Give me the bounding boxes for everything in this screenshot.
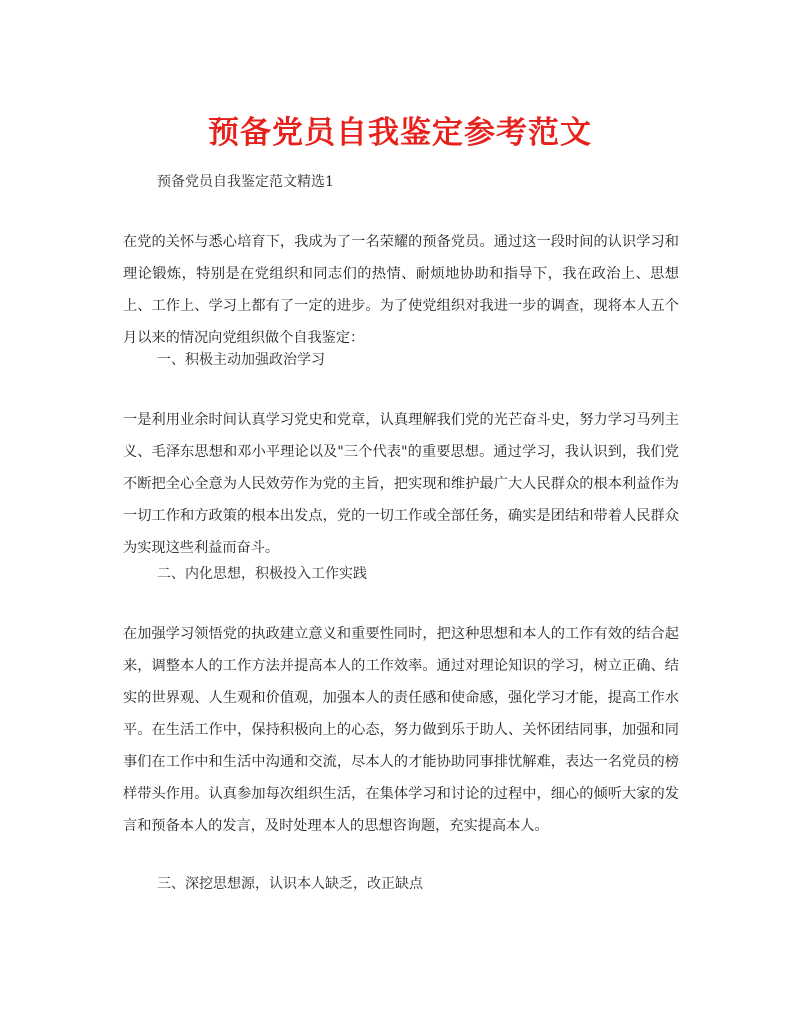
paragraph-section-1: 一是利用业余时间认真学习党史和党章，认真理解我们党的光芒奋斗史，努力学习马列主义、毛泽东思想和邓小平理论以及"三个代表"的重要思想。通过学习，我认识到，我们党不断把全心全意为人民效劳作为党的主旨，把实现和维护最广大人民群众的根本利益作为一切工作和方政策的根本出发点，党的一切工作或全部任务，确实是团结和带着人民群众为实现这些利益而奋斗。	[123, 412, 679, 556]
paragraph-section-2: 在加强学习领悟党的执政建立意义和重要性同时，把这种思想和本人的工作有效的结合起来，调整本人的工作方法并提高本人的工作效率。通过对理论知识的学习，树立正确、结实的世界观、人生观和价值观，加强本人的责任感和使命感，强化学习才能，提高工作水平。在生活工作中，保持积极向上的心态，努力做到乐于助人、关怀团结同事，加强和同事们在工作中和生活中沟通和交流，尽本人的才能协助同事排忧解难，表达一名党员的榜样带头作用。认真参加每次组织生活，在集体学习和讨论的过程中，细心的倾听大家的发言和预备本人的发言，及时处理本人的思想咨询题，充实提高本人。	[123, 626, 679, 834]
document-subtitle: 预备党员自我鉴定范文精选1	[157, 174, 334, 190]
section-heading-2: 二、内化思想，积极投入工作实践	[157, 566, 367, 582]
section-heading-1: 一、积极主动加强政治学习	[157, 352, 325, 368]
paragraph-intro: 在党的关怀与悉心培育下，我成为了一名荣耀的预备党员。通过这一段时间的认识学习和理论锻炼，特别是在党组织和同志们的热情、耐烦地协助和指导下，我在政治上、思想上、工作上、学习上都有了一定的进步。为了使党组织对我进一步的调查，现将本人五个月以来的情况向党组织做个自我鉴定：	[123, 234, 679, 346]
section-heading-3: 三、深挖思想源，认识本人缺乏，改正缺点	[157, 876, 423, 892]
document-title: 预备党员自我鉴定参考范文	[208, 115, 592, 151]
